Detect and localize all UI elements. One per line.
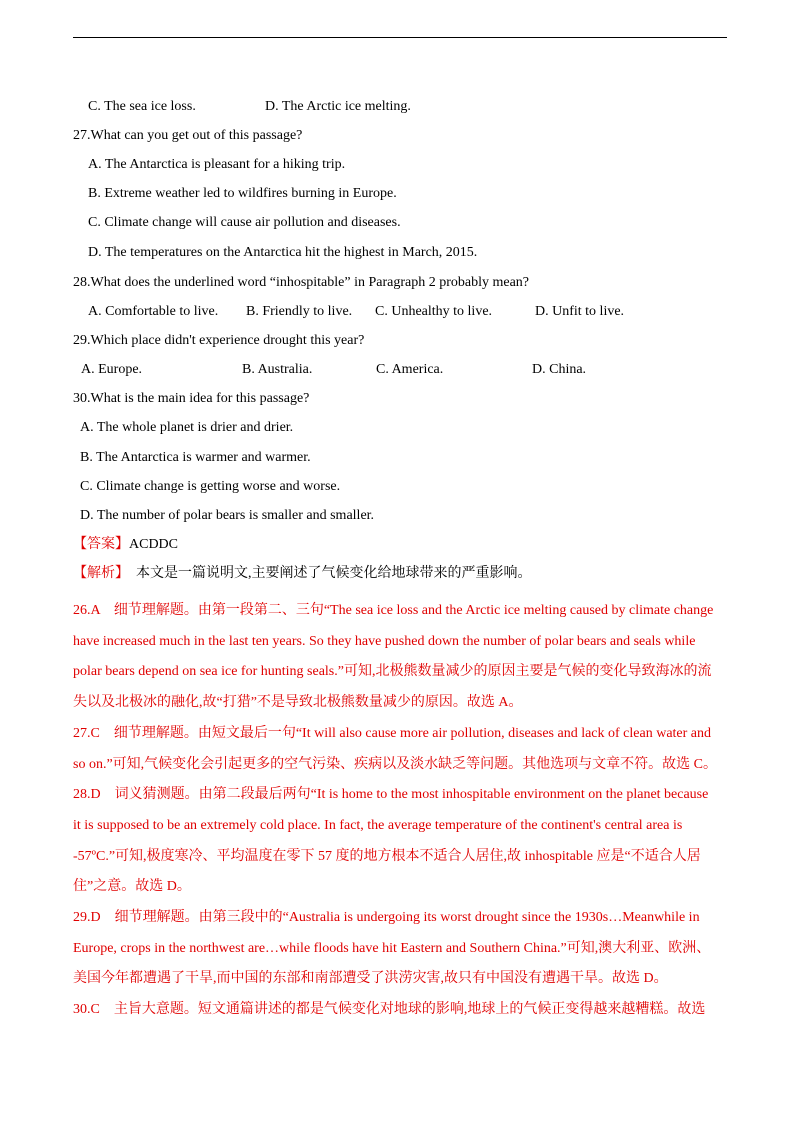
q27-option-a: A. The Antarctica is pleasant for a hiking trip. — [88, 157, 346, 172]
q29-option-d: D. China. — [532, 362, 587, 377]
q27-option-d: D. The temperatures on the Antarctica hit the highest in March, 2015. — [88, 245, 478, 260]
q30-option-a: A. The whole planet is drier and drier. — [80, 420, 294, 435]
analysis-item-28-line: it is supposed to be an extremely cold place. In fact, the average temperature of the continent's central area is — [73, 817, 683, 833]
analysis-item-27-line: 27.C 细节理解题。由短文最后一句“It will also cause more air pollution, diseases and lack of clean water and — [73, 725, 712, 741]
analysis-item-30-line: 30.C 主旨大意题。短文通篇讲述的都是气候变化对地球的影响,地球上的气候正变得越来越糟糕。故选 — [73, 1002, 706, 1018]
q26-option-c: C. The sea ice loss. — [88, 99, 196, 114]
q28-stem: 28.What does the underlined word “inhospitable” in Paragraph 2 probably mean? — [73, 275, 530, 290]
analysis-item-28-line: 28.D 词义猜测题。由第二段最后两句“It is home to the most inhospitable environment on the planet because — [73, 787, 709, 803]
q29-option-b: B. Australia. — [242, 362, 313, 377]
q28-option-a: A. Comfortable to live. — [88, 304, 219, 319]
q29-option-c: C. America. — [376, 362, 444, 377]
analysis-item-29-line: Europe, crops in the northwest are…while floods have hit Eastern and Southern China.”可知,澳大利亚、欧洲、 — [73, 940, 711, 956]
analysis-item-26-line: have increased much in the last ten years. So they have pushed down the number of polar bears and seals while — [73, 633, 696, 649]
analysis-line — [73, 565, 532, 583]
q29-stem: 29.Which place didn't experience drought this year? — [73, 333, 365, 348]
answer-label: 【答案】 — [73, 537, 129, 552]
q27-option-b: B. Extreme weather led to wildfires burning in Europe. — [88, 186, 397, 201]
analysis-summary: 本文是一篇说明文,主要阐述了气候变化给地球带来的严重影响。 — [129, 566, 532, 581]
header-rule — [73, 37, 727, 38]
q30-option-d: D. The number of polar bears is smaller and smaller. — [80, 508, 375, 523]
analysis-item-26-line: polar bears depend on sea ice for hunting seals.”可知,北极熊数量减少的原因主要是气候的变化导致海冰的流 — [73, 664, 712, 680]
analysis-item-26-line: 26.A 细节理解题。由第一段第二、三句“The sea ice loss and the Arctic ice melting caused by climate change — [73, 603, 714, 618]
q27-option-c: C. Climate change will cause air pollution and diseases. — [88, 215, 401, 230]
q28-option-b: B. Friendly to live. — [246, 304, 353, 319]
analysis-item-28-line: -57ºC.”可知,极度寒冷、平均温度在零下 57 度的地方根本不适合人居住,故 inhospitable 应是“不适合人居 — [73, 848, 701, 864]
q27-stem: 27.What can you get out of this passage? — [73, 128, 303, 143]
analysis-item-28-line: 住”之意。故选 D。 — [73, 879, 191, 895]
analysis-item-29-line: 美国今年都遭遇了干旱,而中国的东部和南部遭受了洪涝灾害,故只有中国没有遭遇干旱。故选 D。 — [73, 971, 668, 987]
analysis-item-27-line: so on.”可知,气候变化会引起更多的空气污染、疾病以及淡水缺乏等问题。其他选项与文章不符。故选 C。 — [73, 756, 717, 772]
q30-stem: 30.What is the main idea for this passage? — [73, 391, 310, 406]
q30-option-b: B. The Antarctica is warmer and warmer. — [80, 450, 311, 465]
answer-value: ACDDC — [129, 537, 179, 552]
analysis-item-29-line: 29.D 细节理解题。由第三段中的“Australia is undergoing its worst drought since the 1930s…Meanwhile in — [73, 910, 700, 925]
q30-option-c: C. Climate change is getting worse and worse. — [80, 479, 341, 494]
q29-option-a: A. Europe. — [81, 362, 143, 377]
q28-option-c: C. Unhealthy to live. — [375, 304, 493, 319]
analysis-item-26-line: 失以及北极冰的融化,故“打猎”不是导致北极熊数量减少的原因。故选 A。 — [73, 695, 523, 711]
q26-option-d: D. The Arctic ice melting. — [265, 99, 411, 114]
answer-line — [73, 536, 178, 554]
analysis-label: 【解析】 — [73, 566, 129, 581]
q28-option-d: D. Unfit to live. — [535, 304, 625, 319]
